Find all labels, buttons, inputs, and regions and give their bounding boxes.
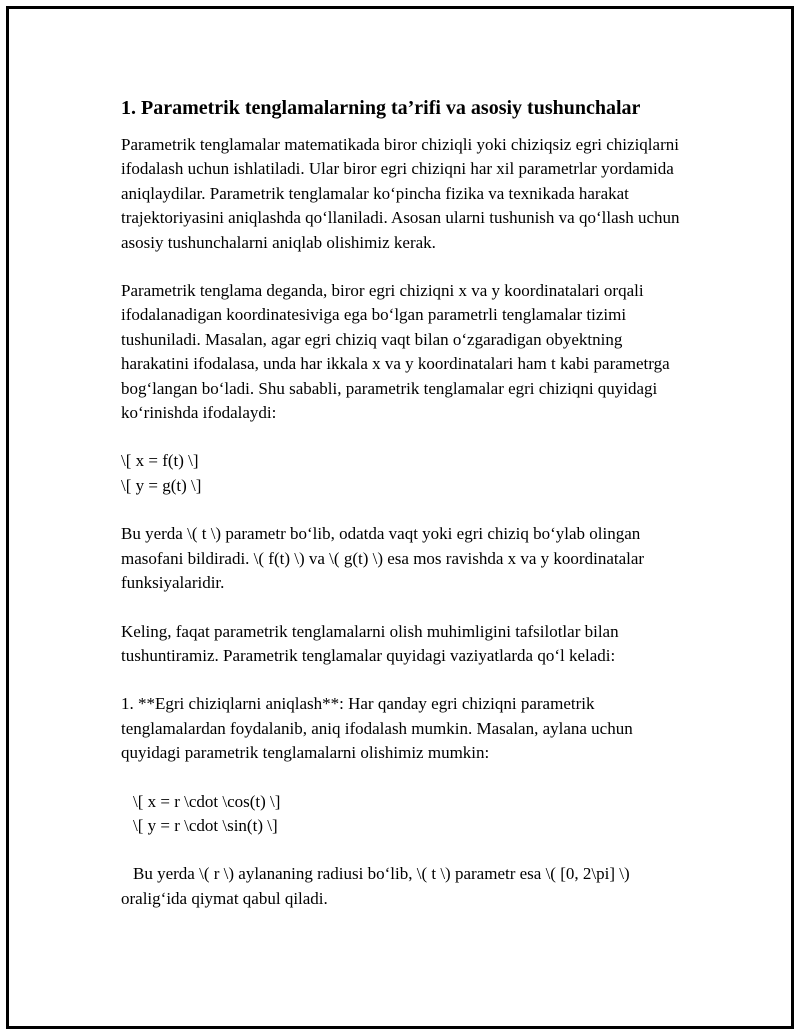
list-item-curves: 1. **Egri chiziqlarni aniqlash**: Har qanday egri chiziqni parametrik tenglamalardan foydalanib, aniq ifodalash mumkin. Masalan, aylana uchun quyidagi parametrik tenglamalarni olishimiz mumkin: <box>121 694 633 763</box>
equation-x: \[ x = f(t) \] <box>121 451 199 471</box>
paragraph-intro: Parametrik tenglamalar matematikada biror chiziqli yoki chiziqsiz egri chiziqlarni ifodalash uchun ishlatiladi. Ular biror egri chiziqni har xil parametrlar yordamida aniqlaydilar. Parametrik tenglamalar ko‘pincha fizika va texnikada harakat trajektoriyasini aniqlashda qo‘llaniladi. Asosan ularni tushunish va qo‘llash uchun asosiy tushunchalarni aniqlab olishimiz kerak. <box>121 135 680 252</box>
equation-block-circle <box>121 790 691 839</box>
equation-y: \[ y = g(t) \] <box>121 475 202 495</box>
equation-circle-x: \[ x = r \cdot \cos(t) \] <box>133 791 281 811</box>
paragraph-definition: Parametrik tenglama deganda, biror egri chiziqni x va y koordinatalari orqali ifodalanadigan koordinatesiviga ega bo‘lgan parametrli tenglamalar tizimi tushuniladi. Masalan, agar egri chiziq vaqt bilan o‘zgaradigan obyektning harakatini ifodalasa, unda har ikkala x va y koordinatalari ham t kabi parametrga bog‘langan bo‘ladi. Shu sababli, parametrik tenglamalar egri chiziqni quyidagi ko‘rinishda ifodalaydi: <box>121 281 670 423</box>
equation-block-general <box>121 449 691 498</box>
paragraph-radius-explanation: Bu yerda \( r \) aylananing radiusi bo‘lib, \( t \) parametr esa \( [0, 2\pi] \) oralig‘ida qiymat qabul qiladi. <box>121 864 630 908</box>
page-frame <box>6 6 794 1029</box>
document-body <box>121 95 691 935</box>
section-title: 1. Parametrik tenglamalarning ta’rifi va asosiy tushunchalar <box>121 97 641 119</box>
equation-circle-y: \[ y = r \cdot \sin(t) \] <box>133 815 278 835</box>
paragraph-importance: Keling, faqat parametrik tenglamalarni olish muhimligini tafsilotlar bilan tushuntiramiz. Parametrik tenglamalar quyidagi vaziyatlarda qo‘l keladi: <box>121 621 619 665</box>
paragraph-parameter-explanation: Bu yerda \( t \) parametr bo‘lib, odatda vaqt yoki egri chiziq bo‘ylab olingan masofani bildiradi. \( f(t) \) va \( g(t) \) esa mos ravishda x va y koordinatalar funksiyalaridir. <box>121 524 645 593</box>
